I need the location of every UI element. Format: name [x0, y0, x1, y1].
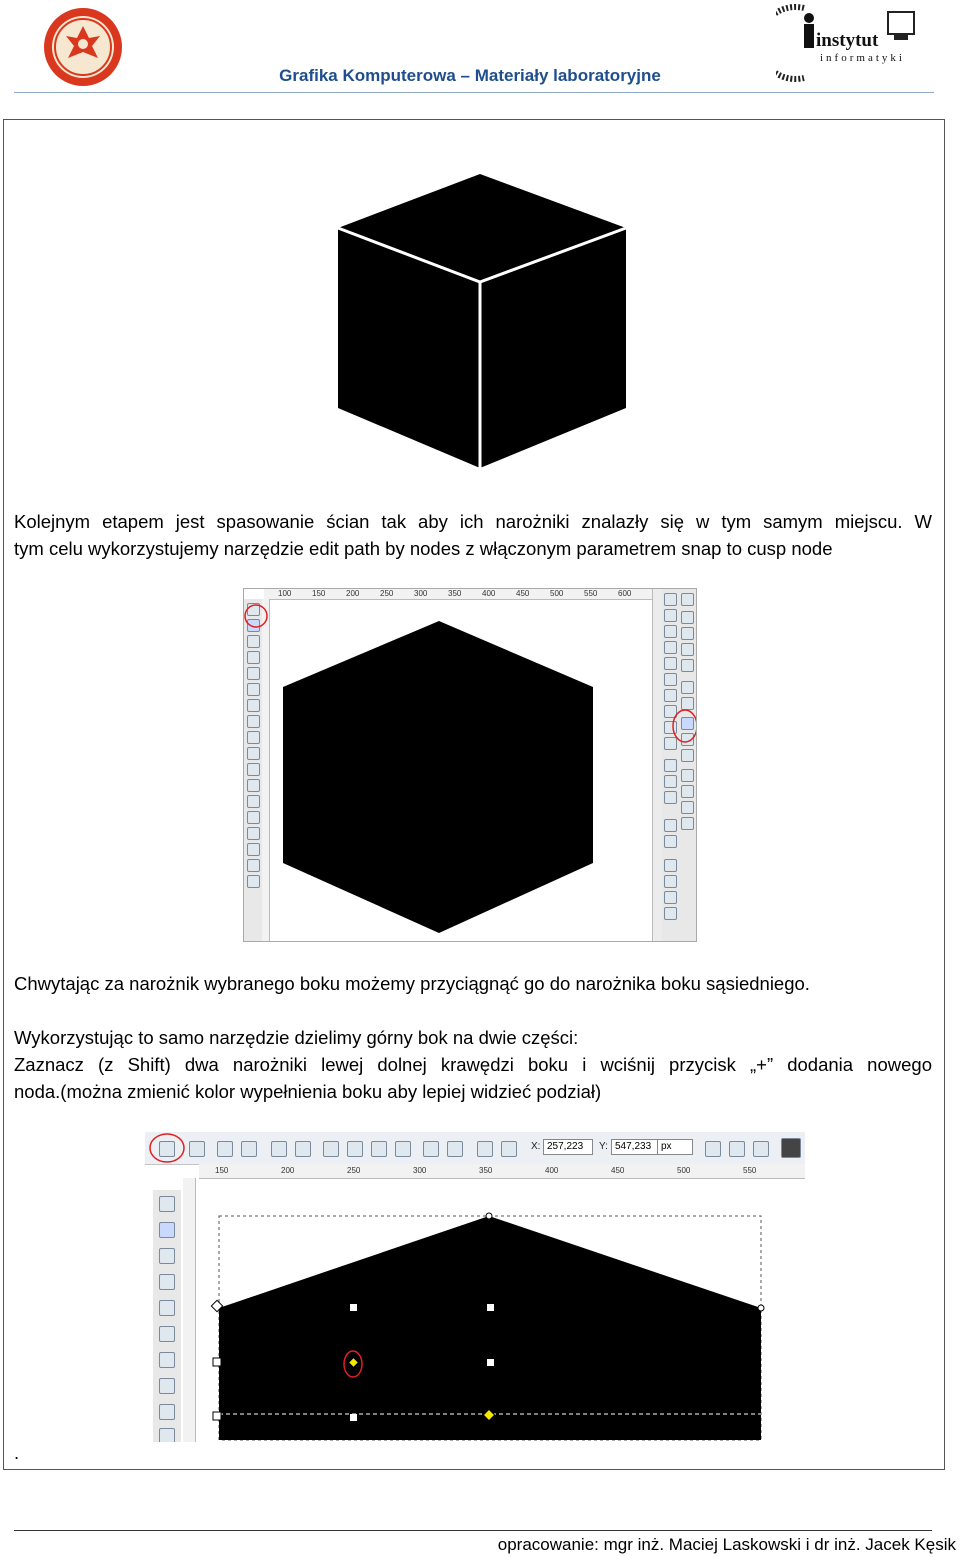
- ruler-tick: 150: [215, 1166, 229, 1175]
- snap-midpoints-icon[interactable]: [681, 749, 694, 762]
- connector-tool-icon[interactable]: [247, 875, 260, 888]
- ruler-tick: 450: [516, 589, 530, 598]
- zoom-drawing-icon[interactable]: [664, 775, 677, 788]
- break-path-icon[interactable]: [241, 1141, 257, 1157]
- group-icon[interactable]: [664, 859, 677, 872]
- dropper-tool-icon[interactable]: [247, 859, 260, 872]
- ruler-tick: 350: [479, 1166, 493, 1175]
- print-icon[interactable]: [664, 641, 677, 654]
- text-font-icon[interactable]: [664, 907, 677, 920]
- ruler-tick: 200: [281, 1166, 295, 1175]
- snap-bbox-midpoint-icon[interactable]: [681, 659, 694, 672]
- snap-grids-icon[interactable]: [681, 817, 694, 830]
- footer-authors: opracowanie: mgr inż. Maciej Laskowski i dr inż. Jacek Kęsik: [497, 1535, 956, 1554]
- ruler-tick: 500: [550, 589, 564, 598]
- annotation-circle-insert-node: [147, 1132, 187, 1166]
- paragraph-2: Chwytając za narożnik wybranego boku możemy przyciągnąć go do narożnika boku sąsiedniego.: [14, 973, 810, 994]
- ruler-tick: 550: [743, 1166, 757, 1175]
- smooth-node-icon[interactable]: [347, 1141, 363, 1157]
- cube-figure: [330, 170, 630, 470]
- snap-toggle-icon[interactable]: [681, 593, 694, 606]
- paragraph-3-line-2: Zaznacz (z Shift) dwa narożniki lewej dolnej krawędzi boku i wciśnij przycisk „+” dodania nowego: [14, 1054, 932, 1075]
- spray-tool-icon[interactable]: [247, 795, 260, 808]
- 3d-box-tool-icon[interactable]: [159, 1326, 175, 1342]
- spiral-tool-icon[interactable]: [159, 1404, 175, 1420]
- ellipse-tool-icon[interactable]: [247, 683, 260, 696]
- zoom-tool-icon[interactable]: [159, 1274, 175, 1290]
- auto-smooth-node-icon[interactable]: [395, 1141, 411, 1157]
- export-icon[interactable]: [664, 673, 677, 686]
- fill-stroke-icon[interactable]: [664, 891, 677, 904]
- text-tool-icon[interactable]: [247, 779, 260, 792]
- ungroup-icon[interactable]: [664, 875, 677, 888]
- ruler-tick: 150: [312, 589, 326, 598]
- cusp-node-icon[interactable]: [323, 1141, 339, 1157]
- join-nodes-icon[interactable]: [217, 1141, 233, 1157]
- save-icon[interactable]: [664, 625, 677, 638]
- zoom-page-icon[interactable]: [664, 791, 677, 804]
- tool-palette: [153, 1190, 181, 1442]
- selector-tool-icon[interactable]: [159, 1196, 175, 1212]
- zoom-fit-icon[interactable]: [781, 1138, 801, 1158]
- pencil-tool-icon[interactable]: [247, 731, 260, 744]
- header-divider: [14, 92, 934, 93]
- ruler-tick: 450: [611, 1166, 625, 1175]
- show-clip-icon[interactable]: [753, 1141, 769, 1157]
- y-coordinate-input[interactable]: 547,233: [611, 1139, 661, 1155]
- vertical-ruler: [183, 1178, 196, 1442]
- paragraph-1-line-1: Kolejnym etapem jest spasowanie ścian tak aby ich narożniki znalazły się w tym samym miejscu. W: [14, 511, 932, 532]
- inkscape-screenshot-node-tool: [243, 588, 697, 942]
- institute-logo-subtitle: informatyki: [820, 52, 905, 64]
- segment-curve-icon[interactable]: [447, 1141, 463, 1157]
- show-outline-icon[interactable]: [729, 1141, 745, 1157]
- object-to-path-icon[interactable]: [477, 1141, 493, 1157]
- pen-tool-icon[interactable]: [247, 747, 260, 760]
- zoom-selection-icon[interactable]: [664, 759, 677, 772]
- rect-tool-icon[interactable]: [247, 651, 260, 664]
- x-coordinate-label: X:: [531, 1141, 541, 1152]
- inkscape-screenshot-add-node: [145, 1132, 805, 1442]
- undo-icon[interactable]: [664, 689, 677, 702]
- delete-node-icon[interactable]: [189, 1141, 205, 1157]
- ruler-tick: 500: [677, 1166, 691, 1175]
- snap-bbox-corner-icon[interactable]: [681, 643, 694, 656]
- 3d-box-tool-icon[interactable]: [247, 667, 260, 680]
- pentagon-shape-with-nodes: [199, 1178, 805, 1442]
- ellipse-tool-icon[interactable]: [159, 1352, 175, 1368]
- star-tool-icon[interactable]: [247, 699, 260, 712]
- paragraph-3-line-1: Wykorzystując to samo narzędzie dzielimy górny bok na dwie części:: [14, 1027, 579, 1048]
- paragraph-3-line-3: noda.(można zmienić kolor wypełnienia boku aby lepiej widzieć podział): [14, 1081, 602, 1102]
- snap-rotation-center-icon[interactable]: [681, 785, 694, 798]
- unit-select[interactable]: px: [657, 1139, 693, 1155]
- ruler-tick: 250: [347, 1166, 361, 1175]
- duplicate-icon[interactable]: [664, 819, 677, 832]
- stroke-to-path-icon[interactable]: [501, 1141, 517, 1157]
- join-endnodes-icon[interactable]: [271, 1141, 287, 1157]
- ruler-tick: 200: [346, 589, 360, 598]
- snap-controls-bar: [678, 589, 696, 941]
- zoom-tool-icon[interactable]: [247, 635, 260, 648]
- new-document-icon[interactable]: [664, 593, 677, 606]
- footer-divider: [14, 1530, 932, 1531]
- calligraphy-tool-icon[interactable]: [247, 763, 260, 776]
- spiral-tool-icon[interactable]: [247, 715, 260, 728]
- node-tool-icon[interactable]: [159, 1222, 175, 1238]
- snap-bbox-edge-icon[interactable]: [681, 627, 694, 640]
- ruler-tick: 400: [482, 589, 496, 598]
- node-toolbar: [145, 1132, 805, 1165]
- ruler-tick: 100: [278, 589, 292, 598]
- institute-logo-name: instytut: [816, 30, 879, 51]
- show-handles-icon[interactable]: [705, 1141, 721, 1157]
- x-coordinate-input[interactable]: 257,223: [543, 1139, 593, 1155]
- pencil-tool-icon[interactable]: [159, 1428, 175, 1442]
- ruler-tick: 300: [414, 589, 428, 598]
- segment-line-icon[interactable]: [423, 1141, 439, 1157]
- ruler-tick: 600: [618, 589, 632, 598]
- delete-segment-icon[interactable]: [295, 1141, 311, 1157]
- ruler-tick: 250: [380, 589, 394, 598]
- tweak-tool-icon[interactable]: [159, 1248, 175, 1264]
- snap-page-border-icon[interactable]: [681, 801, 694, 814]
- commands-bar: [662, 589, 678, 941]
- bucket-tool-icon[interactable]: [247, 827, 260, 840]
- institute-logo: [776, 2, 918, 84]
- horizontal-ruler: [199, 1164, 805, 1179]
- ruler-tick: 550: [584, 589, 598, 598]
- hexagon-shape: [269, 599, 652, 941]
- snap-nodes-icon[interactable]: [681, 681, 694, 694]
- symmetric-node-icon[interactable]: [371, 1141, 387, 1157]
- header-title: Grafika Komputerowa – Materiały laboratoryjne: [279, 66, 661, 85]
- annotation-circle-snap-cusp: [672, 709, 697, 745]
- rect-tool-icon[interactable]: [159, 1300, 175, 1316]
- paragraph-1-line-2: tym celu wykorzystujemy narzędzie edit path by nodes z włączonym parametrem snap to cusp node: [14, 538, 833, 559]
- import-icon[interactable]: [664, 657, 677, 670]
- annotation-circle-node-tool: [244, 603, 272, 631]
- end-dot: .: [14, 1442, 20, 1463]
- eraser-tool-icon[interactable]: [247, 811, 260, 824]
- y-coordinate-label: Y:: [599, 1141, 608, 1152]
- snap-object-center-icon[interactable]: [681, 769, 694, 782]
- open-icon[interactable]: [664, 609, 677, 622]
- ruler-tick: 350: [448, 589, 462, 598]
- gradient-tool-icon[interactable]: [247, 843, 260, 856]
- ruler-tick: 400: [545, 1166, 559, 1175]
- star-tool-icon[interactable]: [159, 1378, 175, 1394]
- snap-bbox-icon[interactable]: [681, 611, 694, 624]
- tool-palette: [244, 599, 262, 941]
- ruler-tick: 300: [413, 1166, 427, 1175]
- clone-icon[interactable]: [664, 835, 677, 848]
